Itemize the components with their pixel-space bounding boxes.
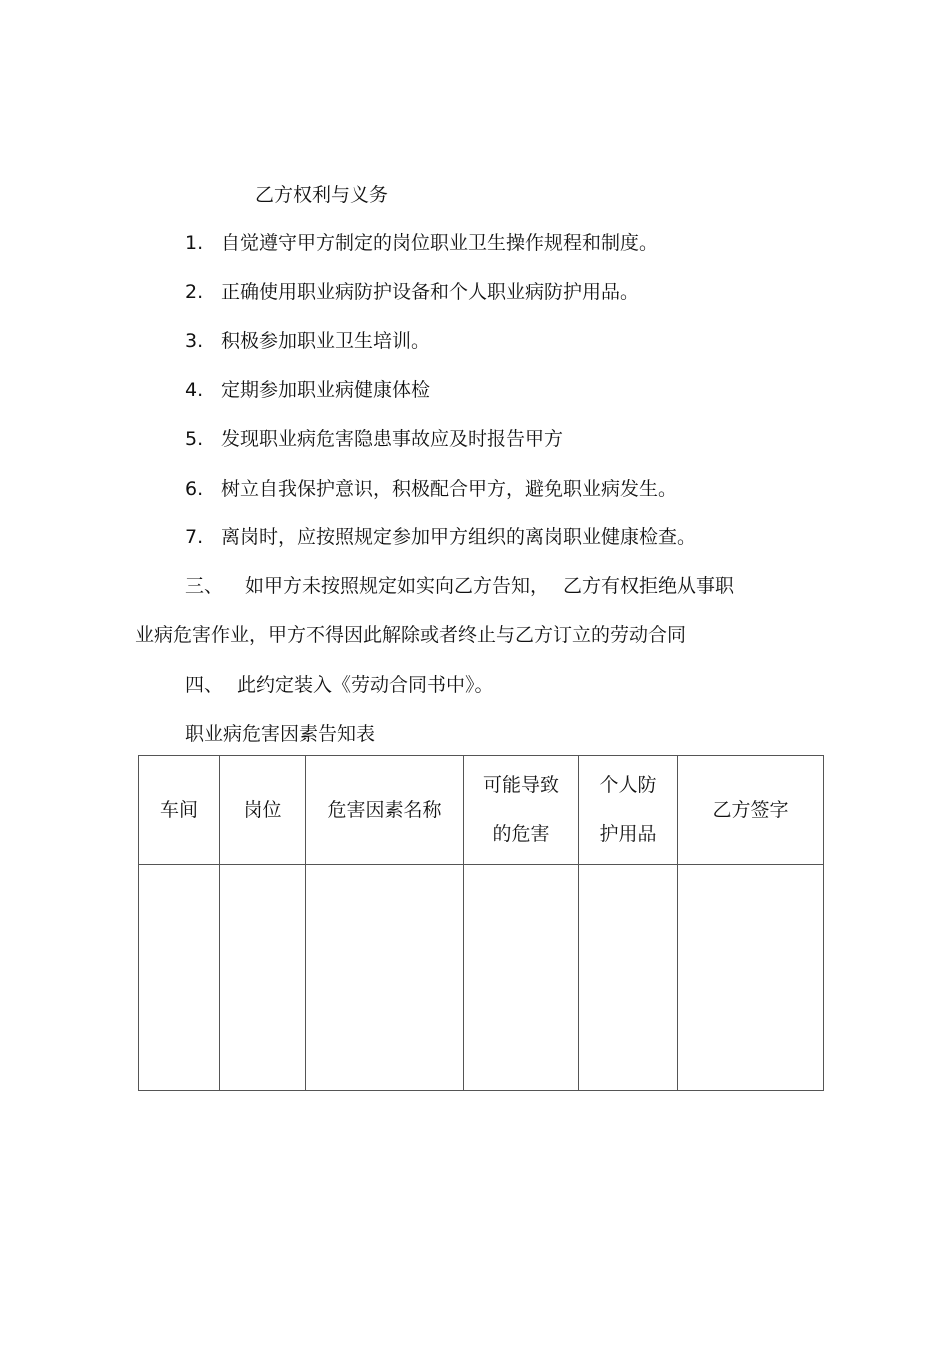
duty-number: 6. xyxy=(185,478,204,500)
duty-item-2 xyxy=(185,280,639,304)
table-cell[interactable] xyxy=(139,865,220,1091)
section-3-number: 三、 xyxy=(185,575,224,597)
table-cell[interactable] xyxy=(678,865,824,1091)
duty-text: 定期参加职业病健康体检 xyxy=(221,379,431,401)
table-cell[interactable] xyxy=(306,865,464,1091)
table-cell[interactable] xyxy=(464,865,579,1091)
header-possible-harm: 可能导致 的危害 xyxy=(464,756,579,865)
duty-item-3 xyxy=(185,329,430,353)
header-protective-equipment: 个人防 护用品 xyxy=(579,756,678,865)
duty-item-5 xyxy=(185,427,563,451)
duty-item-4 xyxy=(185,378,430,402)
table-row xyxy=(139,865,824,1091)
table-cell[interactable] xyxy=(579,865,678,1091)
duty-text: 自觉遵守甲方制定的岗位职业卫生操作规程和制度。 xyxy=(221,232,659,254)
section-3-line-2: 业病危害作业，甲方不得因此解除或者终止与乙方订立的劳动合同 xyxy=(135,624,687,646)
duty-item-7 xyxy=(185,525,696,549)
table-header-row xyxy=(139,756,824,865)
header-post: 岗位 xyxy=(220,756,306,865)
duty-item-6 xyxy=(185,477,677,501)
duty-text: 正确使用职业病防护设备和个人职业病防护用品。 xyxy=(221,281,640,303)
section-4-number: 四、 xyxy=(185,674,224,696)
table-cell[interactable] xyxy=(220,865,306,1091)
table-title: 职业病危害因素告知表 xyxy=(185,723,376,745)
section-3-line-1 xyxy=(185,574,734,598)
duty-number: 7. xyxy=(185,526,204,548)
hazard-notice-table xyxy=(138,755,824,1091)
section-3-text-a: 如甲方未按照规定如实向乙方告知， xyxy=(245,575,550,597)
duty-number: 2. xyxy=(185,281,204,303)
duty-number: 5. xyxy=(185,428,204,450)
duty-number: 4. xyxy=(185,379,204,401)
duty-text: 离岗时，应按照规定参加甲方组织的离岗职业健康检查。 xyxy=(221,526,697,548)
section-3-text-b: 乙方有权拒绝从事职 xyxy=(563,575,735,597)
header-workshop: 车间 xyxy=(139,756,220,865)
header-hazard-name: 危害因素名称 xyxy=(306,756,464,865)
duty-item-1 xyxy=(185,231,658,255)
duty-number: 3. xyxy=(185,330,204,352)
duty-text: 树立自我保护意识，积极配合甲方，避免职业病发生。 xyxy=(221,478,678,500)
duty-number: 1. xyxy=(185,232,204,254)
duty-text: 发现职业病危害隐患事故应及时报告甲方 xyxy=(221,428,564,450)
heading: 乙方权利与义务 xyxy=(255,184,389,206)
header-signature: 乙方签字 xyxy=(678,756,824,865)
section-4 xyxy=(185,673,494,697)
section-4-text: 此约定装入《劳动合同书中》。 xyxy=(237,674,494,696)
duty-text: 积极参加职业卫生培训。 xyxy=(221,330,431,352)
